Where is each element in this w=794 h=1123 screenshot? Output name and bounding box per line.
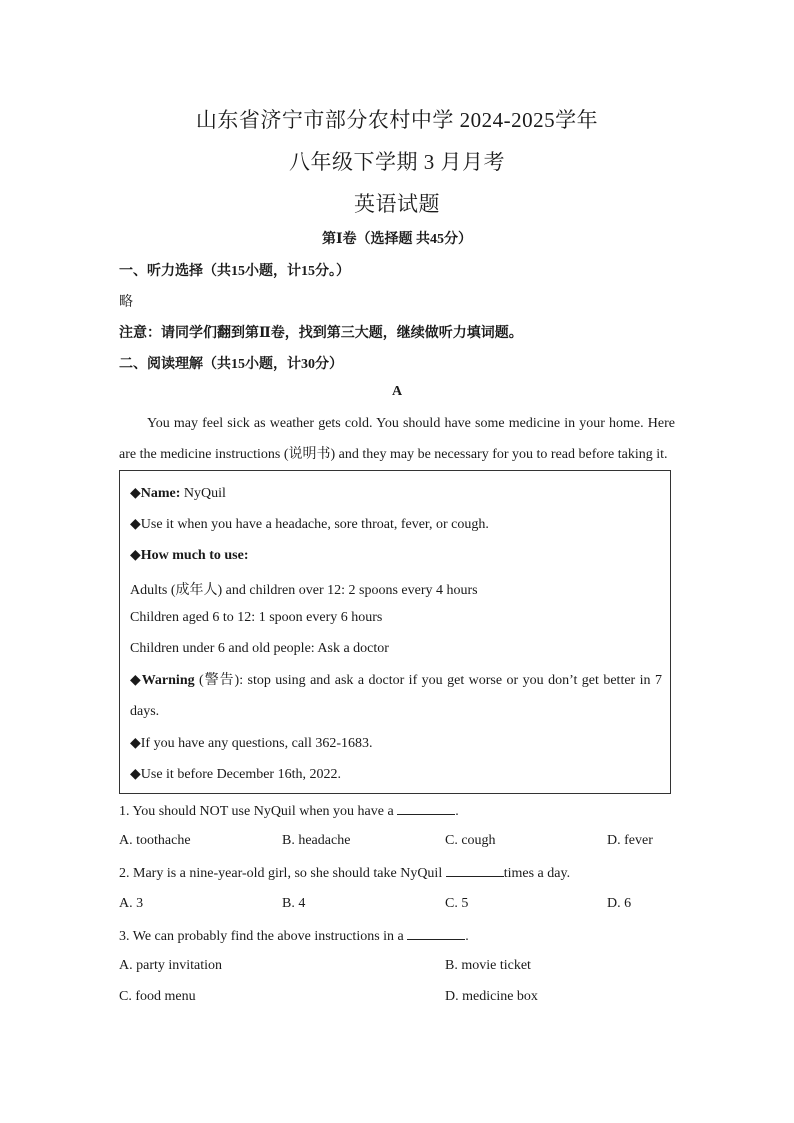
q3-option-c[interactable]: C. food menu — [119, 989, 196, 1004]
dose-adults: Adults (成年人) and children over 12: 2 spoons every 4 hours — [130, 583, 478, 598]
part1-heading: 一、听力选择（共15小题，计15分。） — [119, 264, 350, 279]
q2-option-b[interactable]: B. 4 — [282, 896, 306, 911]
question-3-end: . — [465, 929, 469, 944]
dose-children-under-6: Children under 6 and old people: Ask a doctor — [130, 641, 389, 656]
passage-intro: You may feel sick as weather gets cold. You should have some medicine in your home. Here are the medicine instructions (说明书) and they may be necessary for you to read before taking it. — [119, 416, 675, 462]
exam-title-subject: 英语试题 — [354, 192, 440, 216]
use-line: ◆Use it when you have a headache, sore throat, fever, or cough. — [130, 517, 489, 532]
warning-line — [130, 665, 662, 727]
answer-blank — [446, 864, 504, 877]
q1-option-c[interactable]: C. cough — [445, 833, 496, 848]
q3-option-a[interactable]: A. party invitation — [119, 958, 223, 973]
q2-option-a[interactable]: A. 3 — [119, 896, 144, 911]
question-1 — [119, 802, 459, 820]
questions-line: ◆If you have any questions, call 362-1683. — [130, 736, 373, 751]
q2-option-c[interactable]: C. 5 — [445, 896, 469, 911]
answer-blank — [397, 802, 455, 815]
passage-label: A — [391, 384, 403, 399]
exam-title-school: 山东省济宁市部分农村中学 2024-2025学年 — [195, 108, 599, 132]
part2-heading: 二、阅读理解（共15小题，计30分） — [119, 357, 343, 372]
section-title: 第Ⅰ卷（选择题 共45分） — [321, 232, 473, 247]
question-2-stem: 2. Mary is a nine-year-old girl, so she should take NyQuil — [119, 866, 446, 881]
question-2-end: times a day. — [503, 866, 571, 881]
question-3-stem: 3. We can probably find the above instructions in a — [119, 929, 408, 944]
answer-blank — [407, 927, 465, 940]
name-value: NyQuil — [180, 486, 226, 501]
warning-text: (警告): stop using and ask a doctor if you get worse or you don’t get better in 7 days. — [130, 673, 662, 719]
name-line — [130, 485, 226, 502]
q1-option-b[interactable]: B. headache — [282, 833, 351, 848]
q3-option-b[interactable]: B. movie ticket — [445, 958, 531, 973]
dose-children-6-12: Children aged 6 to 12: 1 spoon every 6 hours — [130, 610, 383, 625]
q2-option-d[interactable]: D. 6 — [607, 896, 632, 911]
medicine-instructions-box — [119, 470, 671, 794]
name-label: ◆Name: — [130, 486, 181, 501]
date-line: ◆Use it before December 16th, 2022. — [130, 767, 341, 782]
question-1-end: . — [455, 804, 459, 819]
q1-option-a[interactable]: A. toothache — [119, 833, 191, 848]
question-2 — [119, 864, 570, 882]
how-much-label: ◆How much to use: — [130, 548, 249, 563]
exam-title-term: 八年级下学期 3 月月考 — [289, 150, 505, 174]
part1-omitted: 略 — [119, 295, 133, 310]
question-1-stem: 1. You should NOT use NyQuil when you have a — [119, 804, 398, 819]
question-3 — [119, 927, 469, 945]
warning-label: ◆Warning — [130, 673, 195, 688]
q1-option-d[interactable]: D. fever — [607, 833, 653, 848]
part1-note: 注意：请同学们翻到第Ⅱ卷，找到第三大题，继续做听力填词题。 — [119, 326, 523, 341]
q3-option-d[interactable]: D. medicine box — [445, 989, 538, 1004]
